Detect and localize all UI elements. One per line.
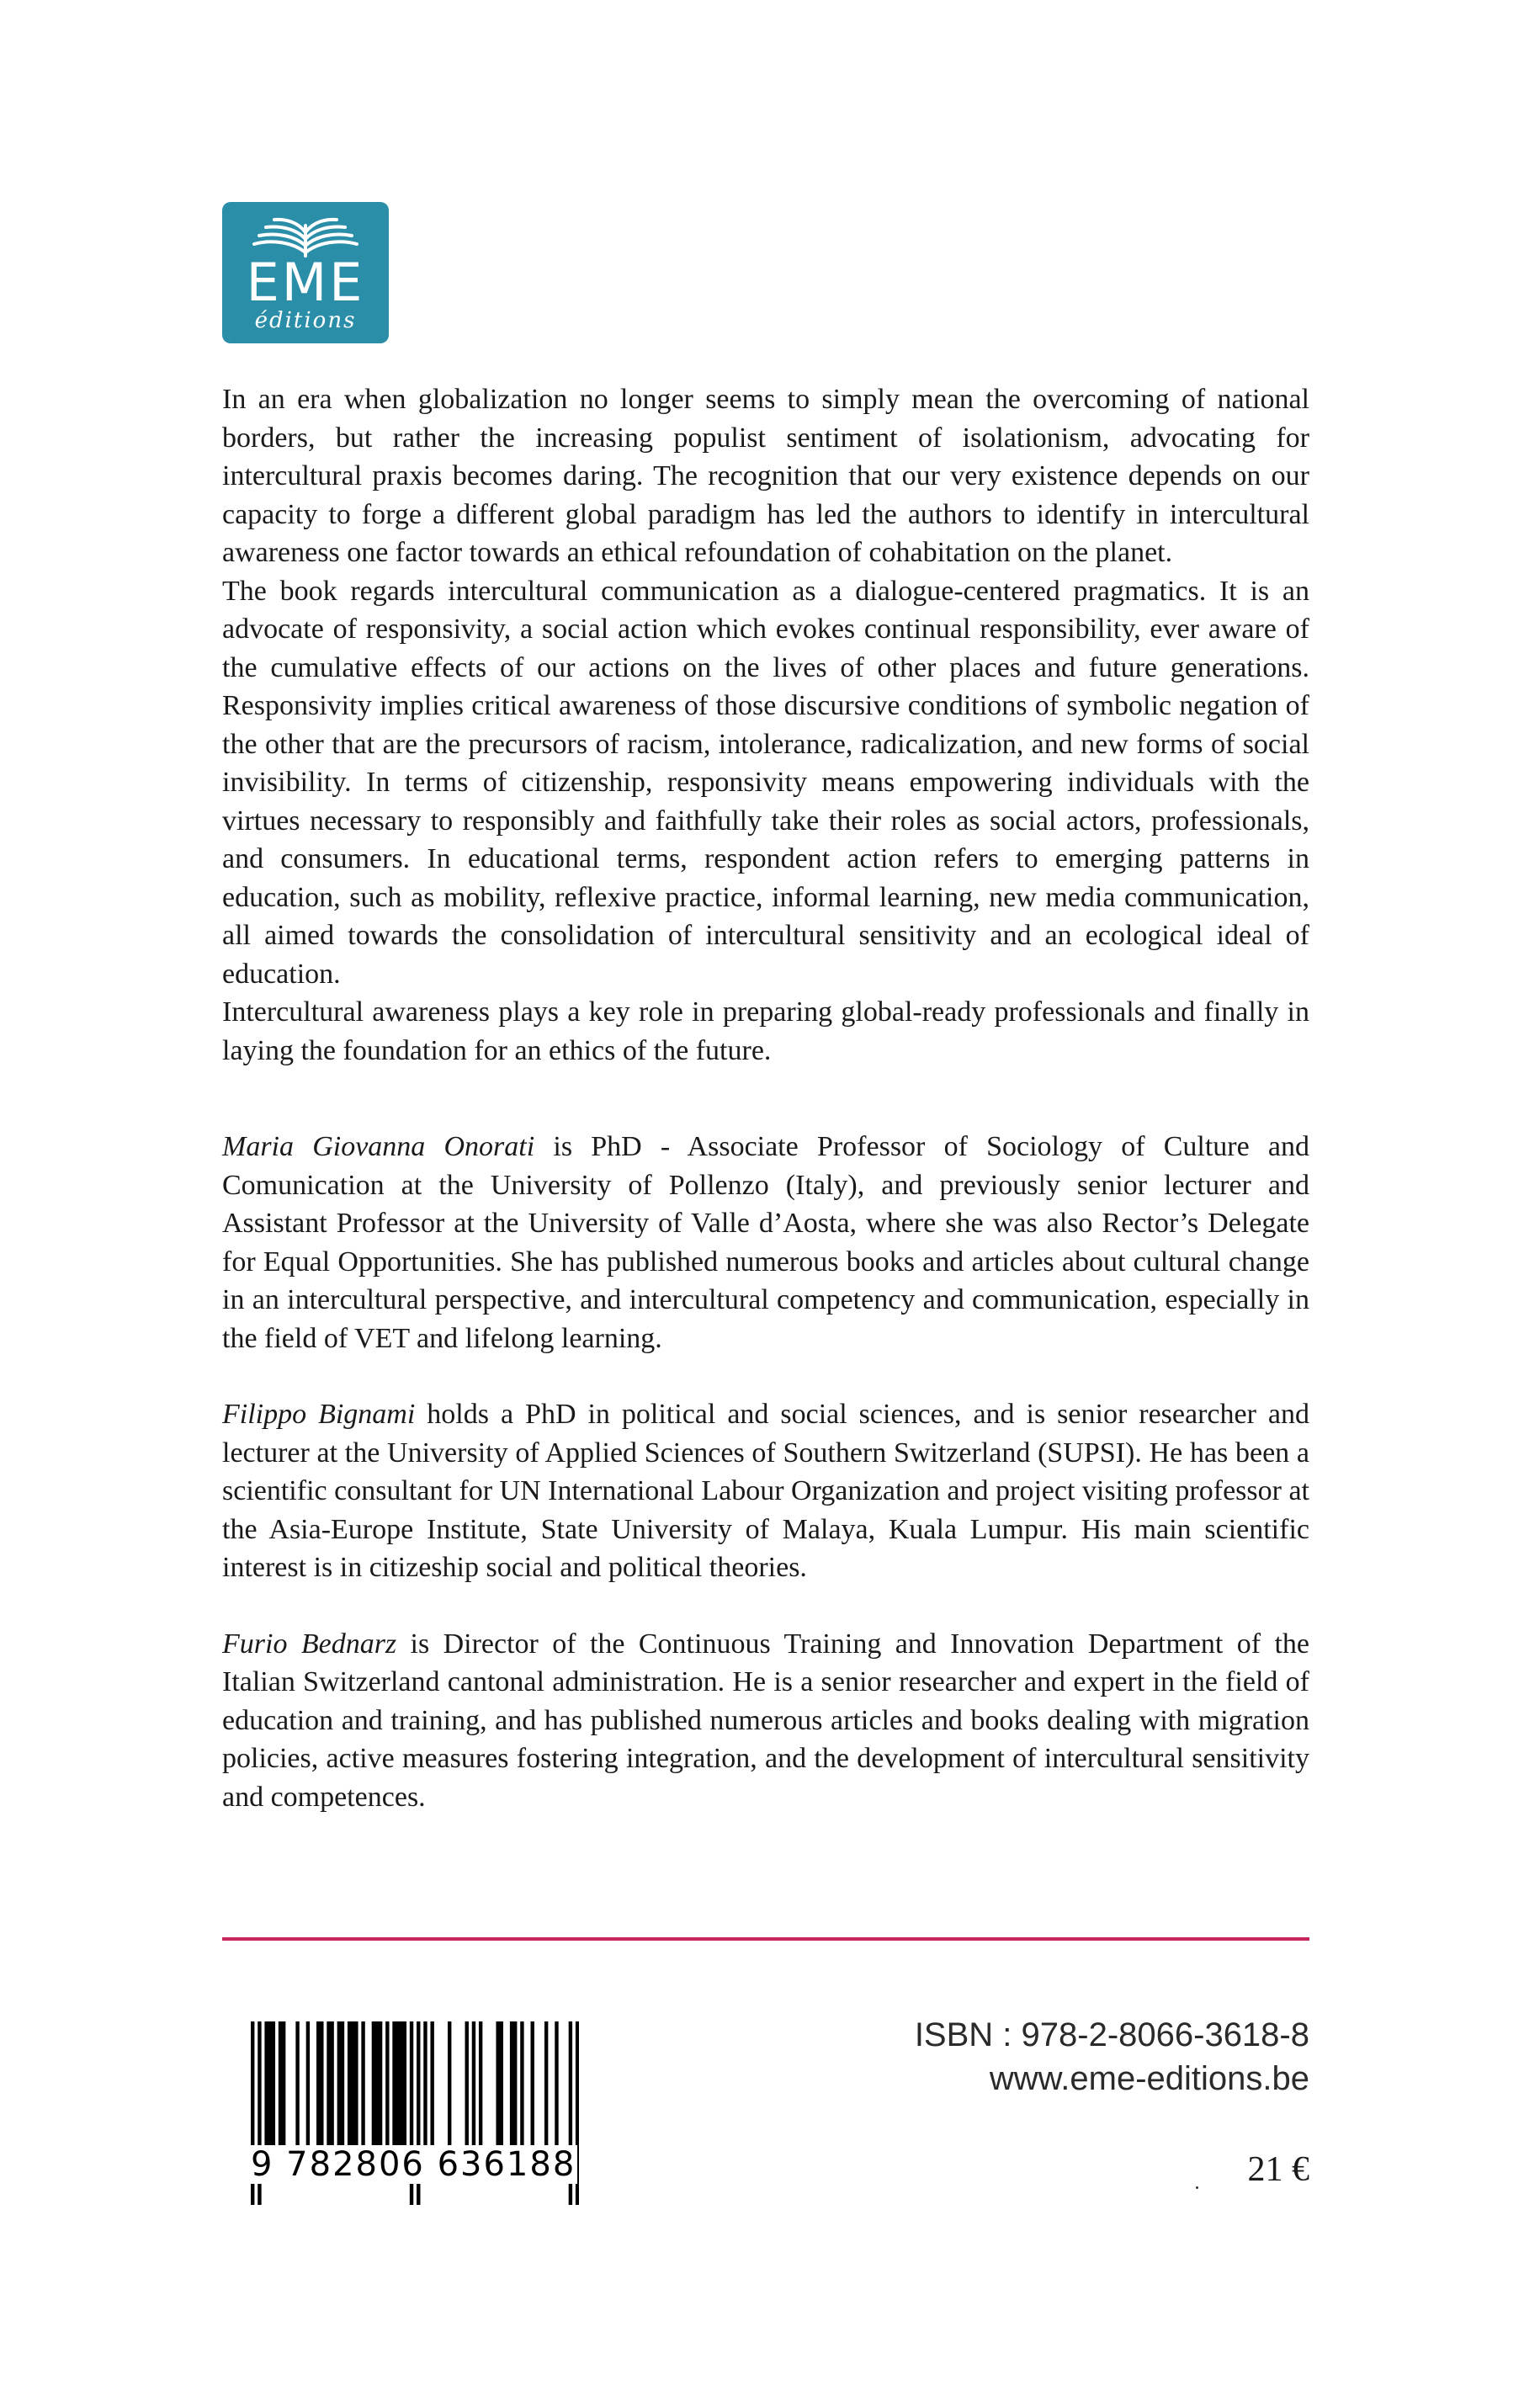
barcode-bar <box>282 2021 285 2148</box>
barcode-bar <box>513 2021 517 2148</box>
barcode-bar <box>520 2021 523 2148</box>
barcode-bar <box>379 2021 382 2148</box>
author-bio-bignami <box>222 1395 1309 1587</box>
barcode-bar <box>337 2021 341 2148</box>
author-name: Furio Bednarz <box>222 1628 397 1660</box>
author-bio-onorati <box>222 1128 1309 1357</box>
barcode-bar <box>354 2021 358 2148</box>
barcode-number: 9 782806 636188 <box>251 2145 576 2184</box>
barcode-bar <box>479 2021 482 2148</box>
barcode-bar <box>320 2021 323 2148</box>
author-bio-text: is PhD - Associate Professor of Sociology of Culture and Comunication at the University of Pollenzo (Italy), and previously senior lecturer and Assistant Professor at the University of Valle d’Aosta, where she was also Rector’s Delegate for Equal Opportunities. She has published numerous books and articles about cultural change in an intercultural perspective, and intercultural competency and communication, especially in the field of VET and lifelong learning. <box>222 1131 1309 1354</box>
price: 21 € <box>1247 2150 1309 2189</box>
barcode-bar <box>385 2021 389 2148</box>
barcode-bar <box>400 2021 403 2148</box>
author-bio-text: is Director of the Continuous Training and Innovation Department of the Italian Switzerland cantonal administration. He is a senior researcher and expert in the field of education and training, and has published numerous articles and books dealing with migration policies, active measures fostering integration, and the development of intercultural sensitivity and competences. <box>222 1628 1309 1813</box>
barcode-bar <box>372 2021 375 2148</box>
divider-line <box>222 1937 1309 1941</box>
description-paragraph-2: The book regards intercultural communication as a dialogue-centered pragmatics. It is an advocate of responsivity, a social action which evokes continual responsibility, ever aware of the cumulative effects of our actions on the lives of other places and future generations. Responsivity implies critical awareness of those discursive conditions of symbolic negation of the other that are the precursors of racism, intolerance, radicalization, and new forms of social invisibility. In terms of citizenship, responsivity means empowering individuals with the virtues necessary to responsibly and faithfully take their roles as social actors, professionals, and consumers. In educational terms, respondent action refers to emerging patterns in education, such as mobility, reflexive practice, informal learning, new media communication, all aimed towards the consolidation of intercultural sensitivity and an ecological ideal of education. <box>222 575 1309 990</box>
author-name: Maria Giovanna Onorati <box>222 1131 535 1162</box>
barcode-bar <box>264 2021 268 2148</box>
barcode-bar <box>272 2021 275 2148</box>
website-url: www.eme-editions.be <box>989 2060 1309 2097</box>
decorative-dot <box>1196 2186 1198 2189</box>
publisher-logo <box>222 202 389 343</box>
barcode-bar <box>348 2021 351 2148</box>
barcode-bar <box>465 2021 469 2148</box>
barcode-bar <box>268 2021 272 2148</box>
barcode-bar <box>316 2021 320 2148</box>
barcode-bar <box>496 2021 499 2148</box>
barcode-bar <box>327 2021 330 2148</box>
author-name: Filippo Bignami <box>222 1399 416 1430</box>
logo-subtitle: éditions <box>254 308 357 333</box>
barcode-bar <box>544 2021 548 2148</box>
barcode-bar <box>330 2021 333 2148</box>
barcode-bar <box>392 2021 396 2148</box>
barcode-bar <box>279 2021 282 2148</box>
author-bio-bednarz <box>222 1625 1309 1817</box>
barcode-bar <box>423 2021 427 2148</box>
barcode-digits <box>249 2144 586 2185</box>
logo-brand: EME <box>246 252 365 313</box>
book-description <box>222 380 1309 1070</box>
isbn-block <box>915 2013 1309 2101</box>
barcode-bar <box>500 2021 503 2148</box>
barcode-bar <box>306 2021 310 2148</box>
barcode-bar <box>448 2021 451 2148</box>
barcode-bar <box>403 2021 406 2148</box>
isbn-number: ISBN : 978-2-8066-3618-8 <box>914 2016 1309 2053</box>
barcode-bar <box>351 2021 354 2148</box>
barcode-bar <box>295 2021 299 2148</box>
barcode-bar <box>472 2021 475 2148</box>
author-bio-text: holds a PhD in political and social sciences, and is senior researcher and lecturer at the University of Applied Sciences of Southern Switzerland (SUPSI). He has been a scientific consultant for UN International Labour Organization and project visiting professor at the Asia-Europe Institute, State University of Malaya, Kuala Lumpur. His main scientific interest is in citizeship social and political theories. <box>222 1399 1309 1583</box>
description-paragraph-3: Intercultural awareness plays a key role in preparing global-ready professionals and finally in laying the foundation for an ethics of the future. <box>222 996 1309 1066</box>
barcode-bar <box>510 2021 513 2148</box>
barcode-bar <box>531 2021 534 2148</box>
author-bios <box>222 1128 1309 1854</box>
barcode-bar <box>341 2021 344 2148</box>
barcode-bar <box>396 2021 399 2148</box>
barcode-bar <box>430 2021 433 2148</box>
barcode-bar <box>375 2021 379 2148</box>
barcode-bar <box>361 2021 364 2148</box>
barcode-bar <box>555 2021 558 2148</box>
description-paragraph-1: In an era when globalization no longer seems to simply mean the overcoming of national borders, but rather the increasing populist sentiment of isolationism, advocating for intercultural praxis becomes daring. The recognition that our very existence depends on our capacity to forge a different global paradigm has led the authors to identify in intercultural awareness one factor towards an ethical refoundation of cohabitation on the planet. <box>222 384 1309 568</box>
